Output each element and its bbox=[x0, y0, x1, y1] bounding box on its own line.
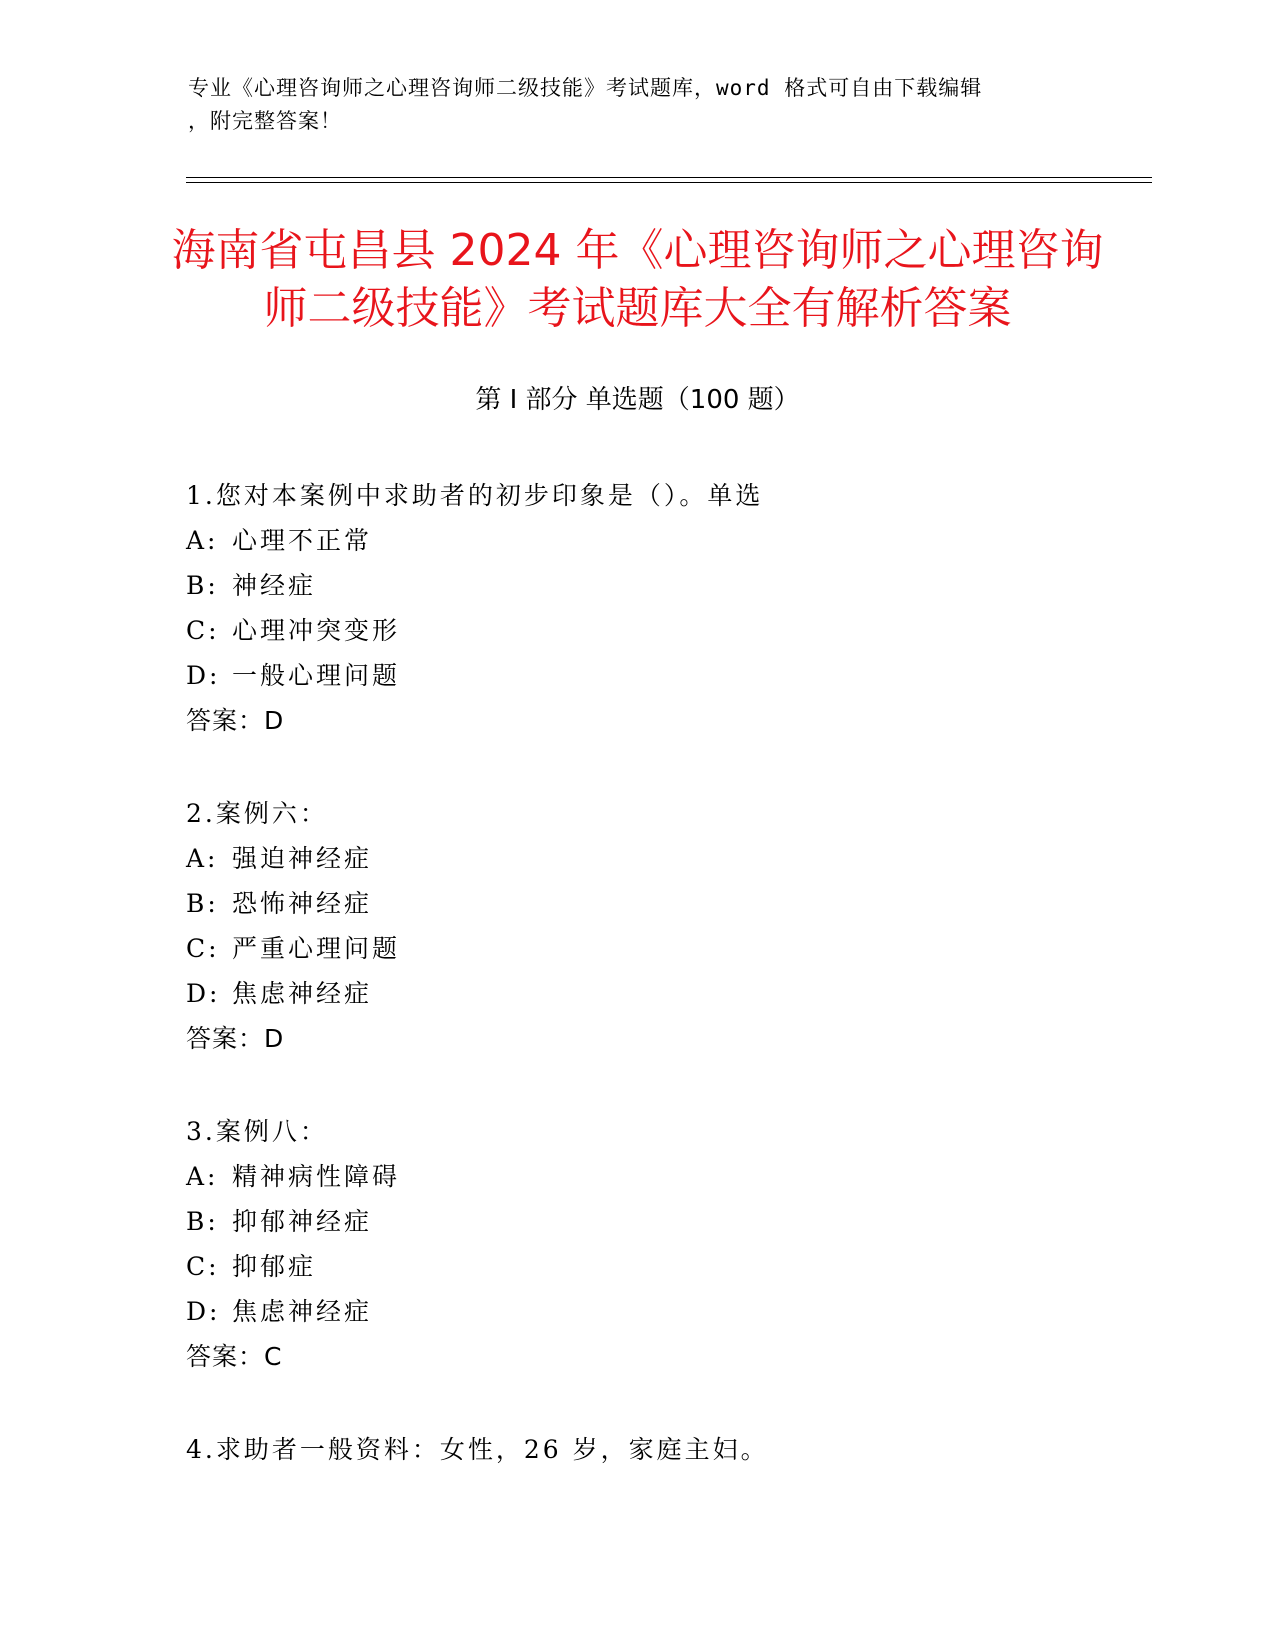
option-letter: C: bbox=[186, 1252, 220, 1281]
header-rule-bottom bbox=[186, 182, 1152, 183]
answer-label: 答案：D bbox=[186, 1024, 285, 1053]
option-text: 严重心理问题 bbox=[232, 934, 401, 963]
option-a bbox=[186, 1154, 1146, 1199]
option-letter: B: bbox=[186, 889, 219, 918]
option-text: 心理冲突变形 bbox=[232, 616, 401, 645]
question-stem: 1.您对本案例中求助者的初步印象是（）。单选 bbox=[186, 481, 764, 510]
option-text: 神经症 bbox=[232, 571, 317, 600]
document-title: 海南省屯昌县 2024 年《心理咨询师之心理咨询师二级技能》考试题库大全有解析答案 bbox=[171, 225, 1104, 334]
option-letter: D: bbox=[186, 1297, 221, 1326]
question-stem: 3.案例八： bbox=[186, 1117, 328, 1146]
header-note-line-2: ，附完整答案！ bbox=[188, 109, 342, 133]
header-note bbox=[188, 72, 1088, 138]
question-stem: 4.求助者一般资料：女性，26 岁，家庭主妇。 bbox=[186, 1435, 769, 1464]
option-b bbox=[186, 1199, 1146, 1244]
option-text: 强迫神经症 bbox=[232, 844, 373, 873]
option-letter: A: bbox=[186, 1162, 219, 1191]
option-c bbox=[186, 1244, 1146, 1289]
option-letter: B: bbox=[186, 1207, 219, 1236]
option-text: 抑郁神经症 bbox=[232, 1207, 373, 1236]
option-letter: D: bbox=[186, 661, 221, 690]
option-text: 精神病性障碍 bbox=[232, 1162, 401, 1191]
header-note-line-1: 专业《心理咨询师之心理咨询师二级技能》考试题库，word 格式可自由下载编辑 bbox=[188, 76, 983, 100]
question-1 bbox=[186, 473, 1146, 743]
option-d bbox=[186, 653, 1146, 698]
question-4 bbox=[186, 1427, 1146, 1472]
option-text: 抑郁症 bbox=[232, 1252, 317, 1281]
option-b bbox=[186, 563, 1146, 608]
section-heading: 第 I 部分 单选题（100 题） bbox=[475, 385, 800, 415]
option-c bbox=[186, 608, 1146, 653]
option-d bbox=[186, 971, 1146, 1016]
option-text: 焦虑神经症 bbox=[232, 979, 373, 1008]
option-letter: A: bbox=[186, 526, 219, 555]
question-list bbox=[186, 473, 1146, 1520]
option-letter: D: bbox=[186, 979, 221, 1008]
option-text: 心理不正常 bbox=[232, 526, 373, 555]
option-text: 焦虑神经症 bbox=[232, 1297, 373, 1326]
option-letter: C: bbox=[186, 616, 220, 645]
answer-label: 答案：D bbox=[186, 706, 285, 735]
option-a bbox=[186, 518, 1146, 563]
answer-label: 答案：C bbox=[186, 1342, 283, 1371]
option-letter: C: bbox=[186, 934, 220, 963]
option-text: 恐怖神经症 bbox=[232, 889, 373, 918]
option-text: 一般心理问题 bbox=[232, 661, 401, 690]
option-letter: A: bbox=[186, 844, 219, 873]
question-stem: 2.案例六： bbox=[186, 799, 328, 828]
header-rule-top bbox=[186, 177, 1152, 178]
option-b bbox=[186, 881, 1146, 926]
option-letter: B: bbox=[186, 571, 219, 600]
option-c bbox=[186, 926, 1146, 971]
question-3 bbox=[186, 1109, 1146, 1379]
option-a bbox=[186, 836, 1146, 881]
question-2 bbox=[186, 791, 1146, 1061]
option-d bbox=[186, 1289, 1146, 1334]
